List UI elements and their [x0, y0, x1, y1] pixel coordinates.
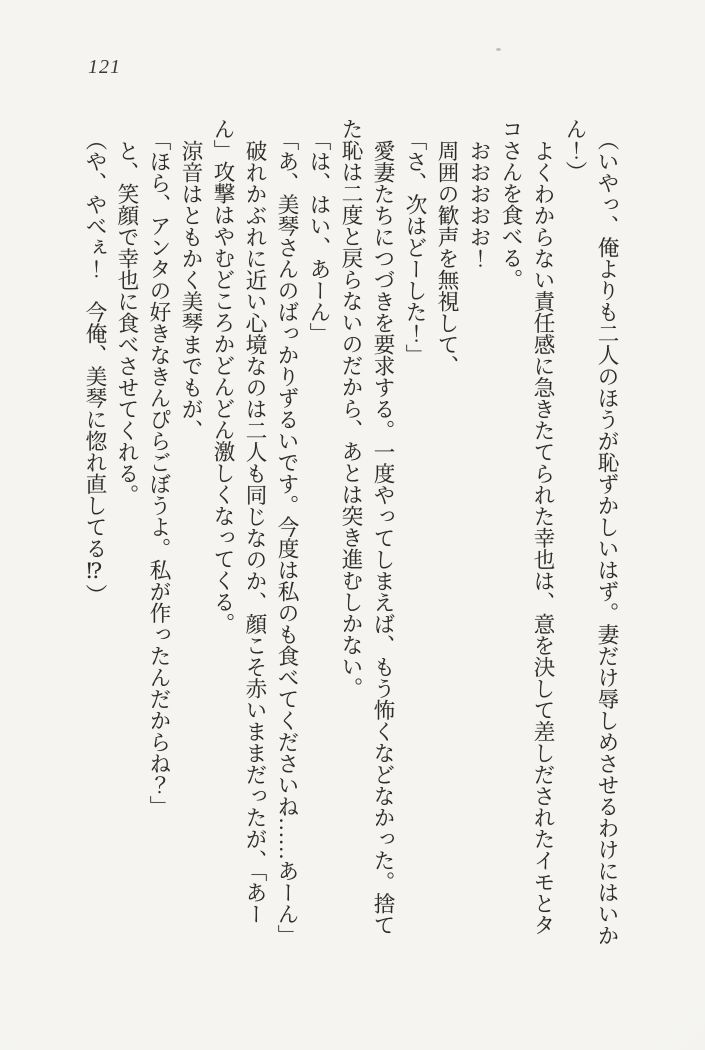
scan-speck: [496, 48, 501, 51]
text-line: コさんを食べる。: [499, 118, 523, 290]
text-line: 「ほら、アンタの好きなきんぴらごぼうよ。私が作ったんだからね？」: [147, 128, 171, 817]
text-line: 「あ、美琴さんのばっかりずるいです。今度は私のも食べてくださいね……あーん」: [275, 128, 299, 946]
text-line: （や、やべぇ！ 今俺、美琴に惚れ直してる⁉）: [83, 128, 107, 606]
vertical-text-block: [79, 118, 623, 950]
text-line: と、笑顔で幸也に食べさせてくれる。: [115, 139, 139, 505]
text-line: 「は、はい、あーん」: [307, 128, 331, 344]
text-line: ん！）: [563, 118, 587, 183]
text-line: た恥は二度と戻らないのだから、あとは突き進むしかない。: [339, 118, 363, 699]
text-line: ん」攻撃はやむどころかどんどん激しくなってくる。: [211, 118, 235, 634]
text-line: 破れかぶれに近い心境なのは二人も同じなのか、顔こそ赤いままだったが、「あー: [243, 139, 267, 925]
text-line: 「さ、次はどーした！」: [403, 128, 427, 366]
text-line: よくわからない責任感に急きたてられた幸也は、意を決して差しだされたイモとタ: [531, 139, 555, 935]
text-line: 涼音はともかく美琴までもが、: [179, 139, 203, 441]
text-line: （いやっ、俺よりも二人のほうが恥ずかしいはず。妻だけ辱しめさせるわけにはいか: [595, 128, 619, 946]
text-line: 愛妻たちにつづきを要求する。一度やってしまえば、もう怖くなどなかった。捨て: [371, 139, 395, 935]
text-line: おおおおお！: [467, 139, 491, 269]
page-number: 121: [88, 56, 121, 78]
text-line: 周囲の歓声を無視して、: [435, 139, 459, 376]
